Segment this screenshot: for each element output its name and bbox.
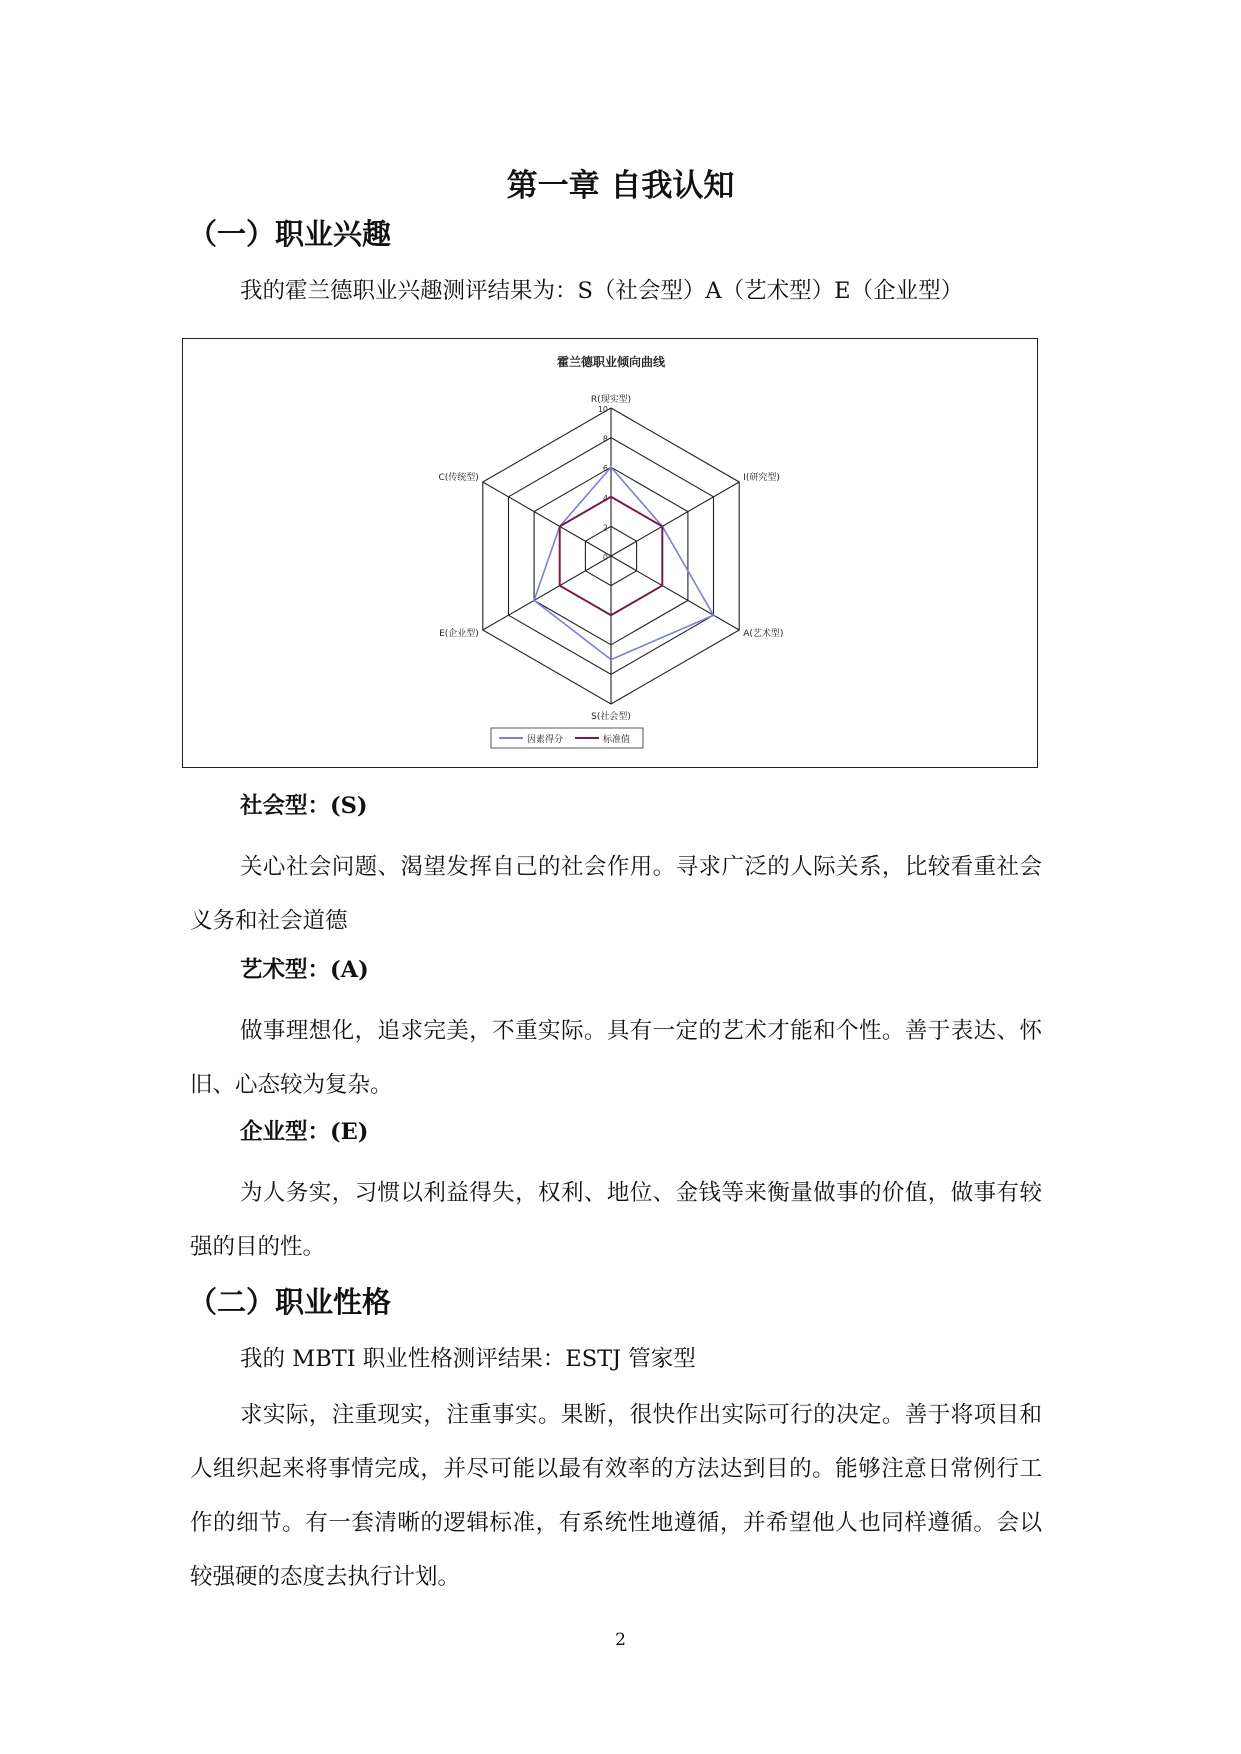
radar-svg [183,339,1039,769]
section-title-personality: （二）职业性格 [188,1285,392,1319]
axis-label-3: A(艺术型) [743,629,784,639]
interest-result: 我的霍兰德职业兴趣测评结果为：S（社会型）A（艺术型）E（企业型） [240,278,964,304]
tick-label-6: 6 [602,464,608,474]
type-heading-a [240,952,369,984]
type-heading-s-code: ：(S) [307,793,368,819]
spoke-6 [483,482,611,556]
type-heading-s [240,788,368,820]
chapter-title: 第一章 自我认知 [506,168,735,204]
holland-radar-chart [182,338,1038,768]
tick-label-8: 8 [602,434,608,444]
type-heading-e-code: ：(E) [307,1119,369,1145]
tick-label-0: 0 [602,553,608,562]
legend-label-2: 标准值 [603,735,631,745]
type-heading-s-label: 社会型 [240,793,308,819]
type-heading-a-label: 艺术型 [240,957,308,983]
type-heading-e [240,1114,368,1146]
mbti-desc: 求实际，注重现实，注重事实。果断，很快作出实际可行的决定。善于将项目和人组织起来将事情完成，并尽可能以最有效率的方法达到目的。能够注意日常例行工作的细节。有一套清晰的逻辑标准，有系统性地遵循，并希望他人也同样遵循。会以较强硬的态度去执行计划。 [190,1402,1042,1590]
page-number: 2 [615,1630,626,1650]
axis-label-6: C(传统型) [438,473,479,483]
type-heading-e-label: 企业型 [240,1119,308,1145]
tick-label-4: 4 [602,493,608,503]
type-heading-a-code: ：(A) [307,957,369,983]
axis-label-2: I(研究型) [743,473,780,483]
type-desc-a: 做事理想化，追求完美，不重实际。具有一定的艺术才能和个性。善于表达、怀旧、心态较为复杂。 [190,1018,1042,1098]
mbti-result: 我的 MBTI 职业性格测评结果：ESTJ 管家型 [240,1346,696,1372]
axis-label-4: S(社会型) [591,712,631,722]
spoke-3 [611,556,739,630]
spoke-2 [611,482,739,556]
type-desc-e: 为人务实，习惯以利益得失，权利、地位、金钱等来衡量做事的价值，做事有较强的目的性。 [190,1180,1042,1260]
tick-label-2: 2 [602,523,608,533]
chart-title: 霍兰德职业倾向曲线 [556,355,666,369]
spoke-5 [483,556,611,630]
type-desc-s: 关心社会问题、渴望发挥自己的社会作用。寻求广泛的人际关系，比较看重社会义务和社会道德 [190,854,1042,934]
axis-label-5: E(企业型) [439,629,479,639]
legend-label-1: 因素得分 [527,735,564,745]
axis-label-1: R(现实型) [590,395,632,405]
tick-label-10: 10 [597,405,608,414]
section-title-interest: （一）职业兴趣 [188,217,392,251]
